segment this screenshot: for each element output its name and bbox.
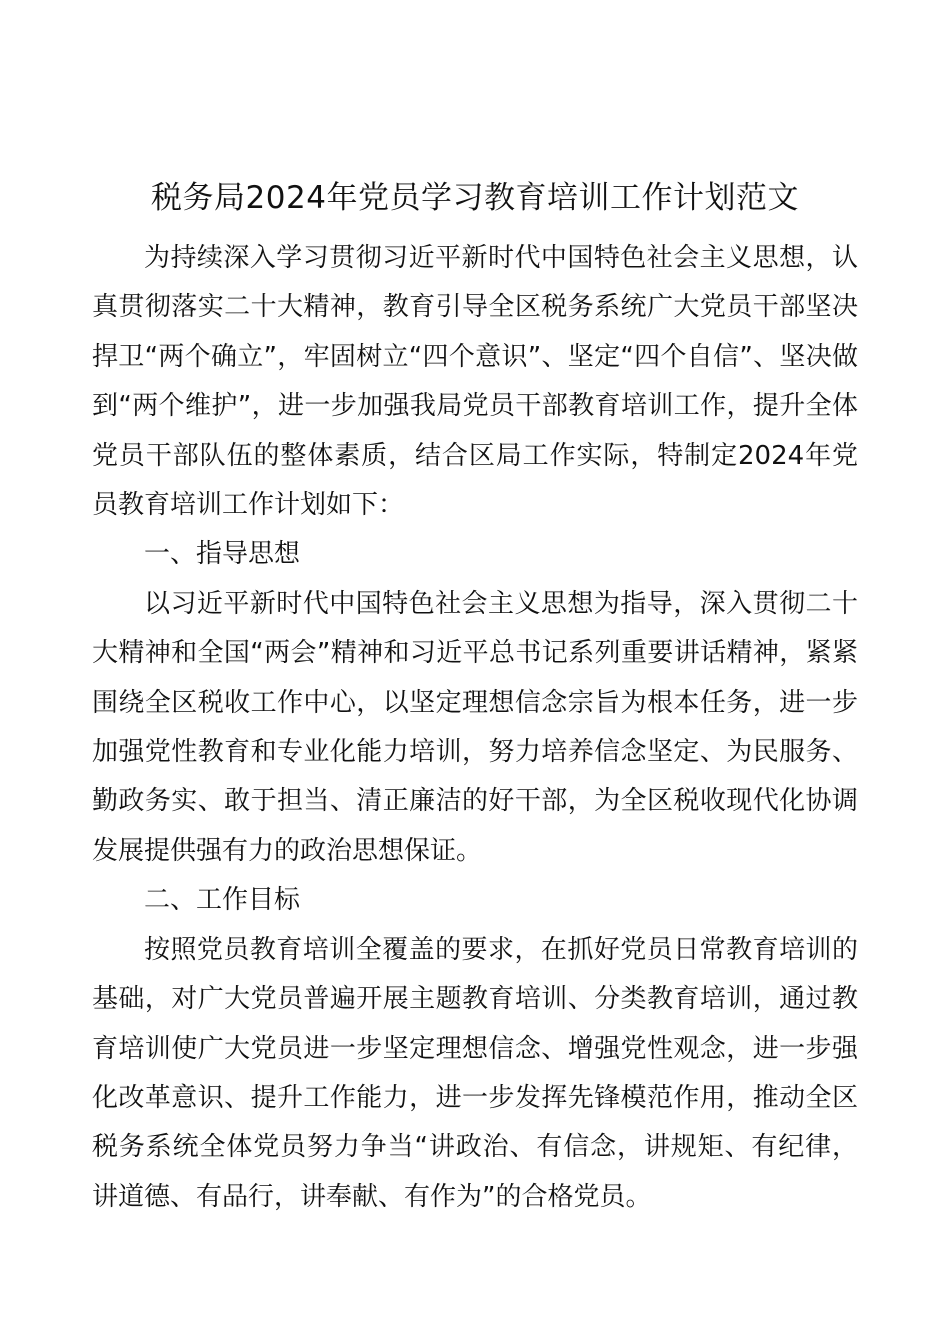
section-paragraph-work-goals: 按照党员教育培训全覆盖的要求，在抓好党员日常教育培训的基础，对广大党员普遍开展主题教育培训、分类教育培训，通过教育培训使广大党员进一步坚定理想信念、增强党性观念，进一步强化改革意识、提升工作能力，进一步发挥先锋模范作用，推动全区税务系统全体党员努力争当“讲政治、有信念，讲规矩、有纪律，讲道德、有品行，讲奉献、有作为”的合格党员。 — [92, 934, 858, 1212]
document-title: 税务局2024年党员学习教育培训工作计划范文 — [151, 180, 799, 216]
intro-paragraph: 为持续深入学习贯彻习近平新时代中国特色社会主义思想，认真贯彻落实二十大精神，教育引导全区税务系统广大党员干部坚决捍卫“两个确立”，牢固树立“四个意识”、坚定“四个自信”、坚决做到“两个维护”，进一步加强我局党员干部教育培训工作，提升全体党员干部队伍的整体素质，结合区局工作实际，特制定2024年党员教育培训工作计划如下： — [92, 243, 858, 521]
section-heading-work-goals: 二、工作目标 — [144, 885, 301, 916]
section-paragraph-guiding-ideology: 以习近平新时代中国特色社会主义思想为指导，深入贯彻二十大精神和全国“两会”精神和习近平总书记系列重要讲话精神，紧紧围绕全区税收工作中心，以坚定理想信念宗旨为根本任务，进一步加强党性教育和专业化能力培训，努力培养信念坚定、为民服务、勤政务实、敢于担当、清正廉洁的好干部，为全区税收现代化协调发展提供强有力的政治思想保证。 — [92, 588, 858, 866]
section-heading-guiding-ideology: 一、指导思想 — [144, 539, 301, 570]
document-body — [92, 234, 858, 1222]
